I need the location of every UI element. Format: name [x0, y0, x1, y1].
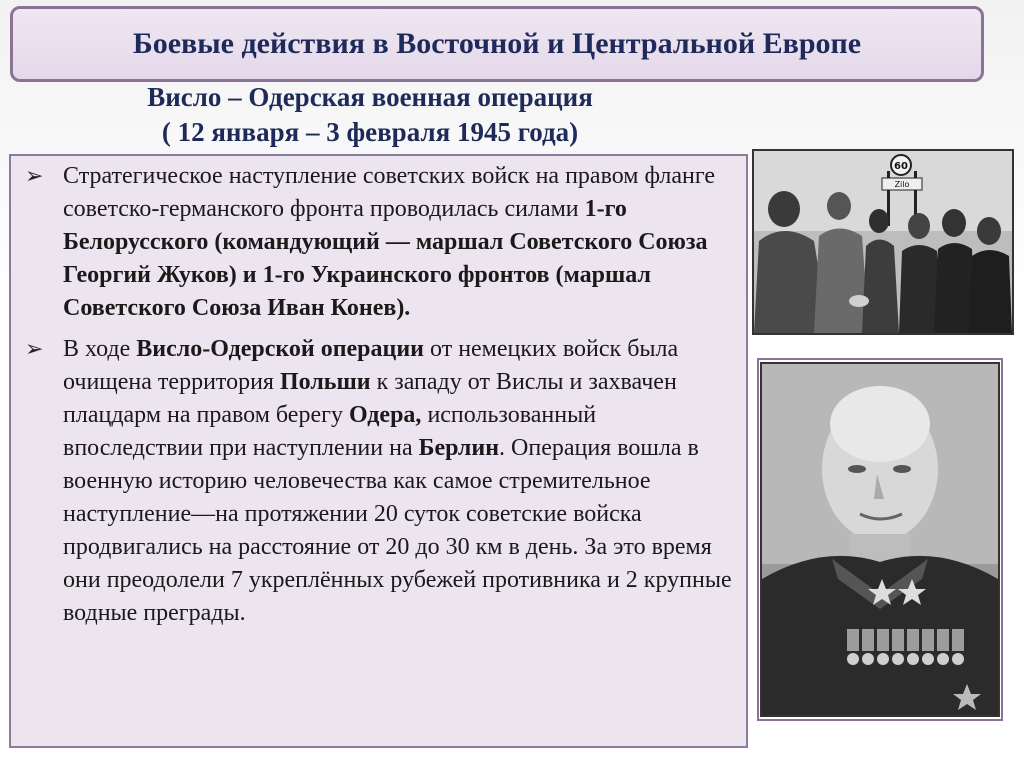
arrow-bullet-icon: ➢: [25, 164, 44, 189]
sign-text: Zilo: [894, 180, 910, 189]
bullet-item-1: [23, 160, 738, 325]
photo-marshal-portrait: [760, 362, 1000, 717]
photo-soldiers-greeting: [752, 149, 1014, 335]
subtitle-line-1: Висло – Одерская военная операция: [147, 82, 593, 112]
bullet-list: [23, 160, 738, 742]
slide-title: Боевые действия в Восточной и Центральной Европе: [132, 27, 862, 60]
slide-subtitle: [0, 80, 740, 150]
arrow-bullet-icon: ➢: [25, 337, 44, 362]
sign-number: 60: [894, 161, 908, 172]
slide-title-bar: [10, 6, 984, 82]
bullet-text-2: В ходе Висло-Одерской операции от немецких войск была очищена территория Польши к западу от Вислы и захвачен плацдарм на правом берегу Одера, использованный впоследствии при наступлении на Берлин. Операция вошла в военную историю человечества как самое стремительное наступление—на протяжении 20 суток советские войска продвигались на расстояние от 20 до 30 км в день. За это время они преодолели 7 укреплённых рубежей противника и 2 крупные водные преграды.: [63, 336, 732, 626]
subtitle-line-2: ( 12 января – 3 февраля 1945 года): [161, 117, 579, 147]
bullet-text-1: Стратегическое наступление советских войск на правом фланге советско-германского фронта проводилась силами 1-го Белорусского (командующий — маршал Советского Союза Георгий Жуков) и 1-го Украинского фронтов (маршал Советского Союза Иван Конев).: [63, 163, 716, 321]
content-box: [9, 154, 748, 748]
bullet-item-2: [23, 333, 738, 630]
